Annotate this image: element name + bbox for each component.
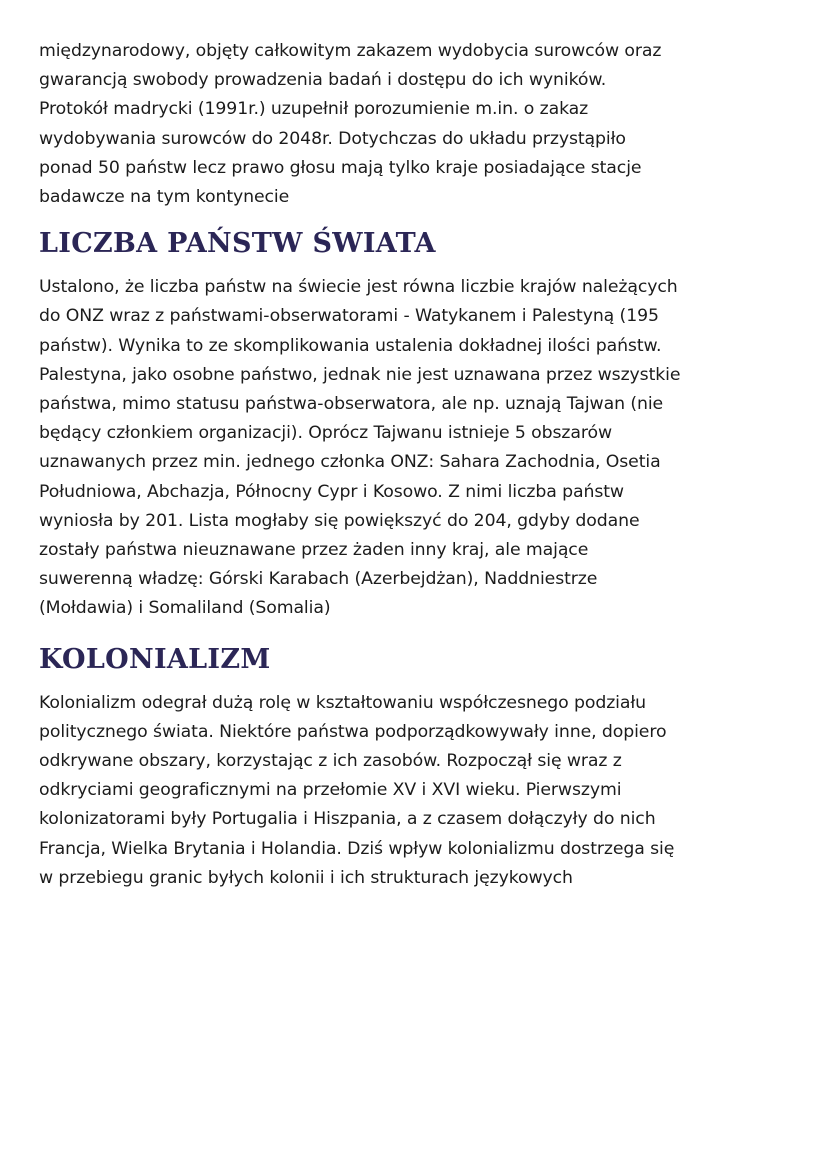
- text-line: odkryciami geograficznymi na przełomie XV i XVI wieku. Pierwszymi: [39, 780, 622, 801]
- text-line: zostały państwa nieuznawane przez żaden inny kraj, ale mające: [39, 540, 589, 561]
- text-line: wydobywania surowców do 2048r. Dotychczas do układu przystąpiło: [39, 128, 626, 149]
- text-line: Protokół madrycki (1991r.) uzupełnił porozumienie m.in. o zakaz: [39, 99, 589, 120]
- text-line: politycznego świata. Niektóre państwa podporządkowywały inne, dopiero: [39, 721, 667, 742]
- text-line: państw). Wynika to ze skomplikowania ustalenia dokładnej ilości państw.: [39, 335, 662, 356]
- text-line: badawcze na tym kontynecie: [39, 187, 290, 208]
- text-line: Kolonializm odegrał dużą rolę w kształtowaniu współczesnego podziału: [39, 692, 647, 713]
- paragraph-number-of-countries: [39, 273, 809, 623]
- text-line: wyniosła by 201. Lista mogłaby się powiększyć do 204, gdyby dodane: [39, 510, 640, 531]
- text-line: Ustalono, że liczba państw na świecie jest równa liczbie krajów należących: [39, 277, 678, 298]
- document-page: [39, 37, 809, 893]
- text-line: uznawanych przez min. jednego członka ONZ: Sahara Zachodnia, Osetia: [39, 452, 661, 473]
- text-line: do ONZ wraz z państwami-obserwatorami - Watykanem i Palestyną (195: [39, 306, 659, 327]
- text-line: gwarancją swobody prowadzenia badań i dostępu do ich wyników.: [39, 70, 607, 91]
- text-line: (Mołdawia) i Somaliland (Somalia): [39, 598, 331, 619]
- text-line: kolonizatorami były Portugalia i Hiszpania, a z czasem dołączyły do nich: [39, 809, 656, 830]
- text-line: ponad 50 państw lecz prawo głosu mają tylko kraje posiadające stacje: [39, 157, 642, 178]
- text-line: w przebiegu granic byłych kolonii i ich strukturach językowych: [39, 867, 573, 888]
- text-line: międzynarodowy, objęty całkowitym zakazem wydobycia surowców oraz: [39, 41, 662, 61]
- text-line: Francja, Wielka Brytania i Holandia. Dziś wpływ kolonializmu dostrzega się: [39, 838, 675, 859]
- paragraph-antarctic-treaty: [39, 37, 809, 212]
- text-line: państwa, mimo statusu państwa-obserwatora, ale np. uznają Tajwan (nie: [39, 394, 664, 415]
- text-line: suwerenną władzę: Górski Karabach (Azerbejdżan), Naddniestrze: [39, 569, 598, 590]
- text-line: będący członkiem organizacji). Oprócz Tajwanu istnieje 5 obszarów: [39, 423, 613, 444]
- heading-number-of-countries: LICZBA PAŃSTW ŚWIATA: [39, 228, 436, 260]
- text-line: Palestyna, jako osobne państwo, jednak nie jest uznawana przez wszystkie: [39, 364, 681, 385]
- paragraph-colonialism: [39, 689, 809, 893]
- text-line: odkrywane obszary, korzystając z ich zasobów. Rozpoczął się wraz z: [39, 751, 622, 772]
- heading-colonialism: KOLONIALIZM: [39, 643, 271, 675]
- text-line: Południowa, Abchazja, Północny Cypr i Kosowo. Z nimi liczba państw: [39, 481, 624, 502]
